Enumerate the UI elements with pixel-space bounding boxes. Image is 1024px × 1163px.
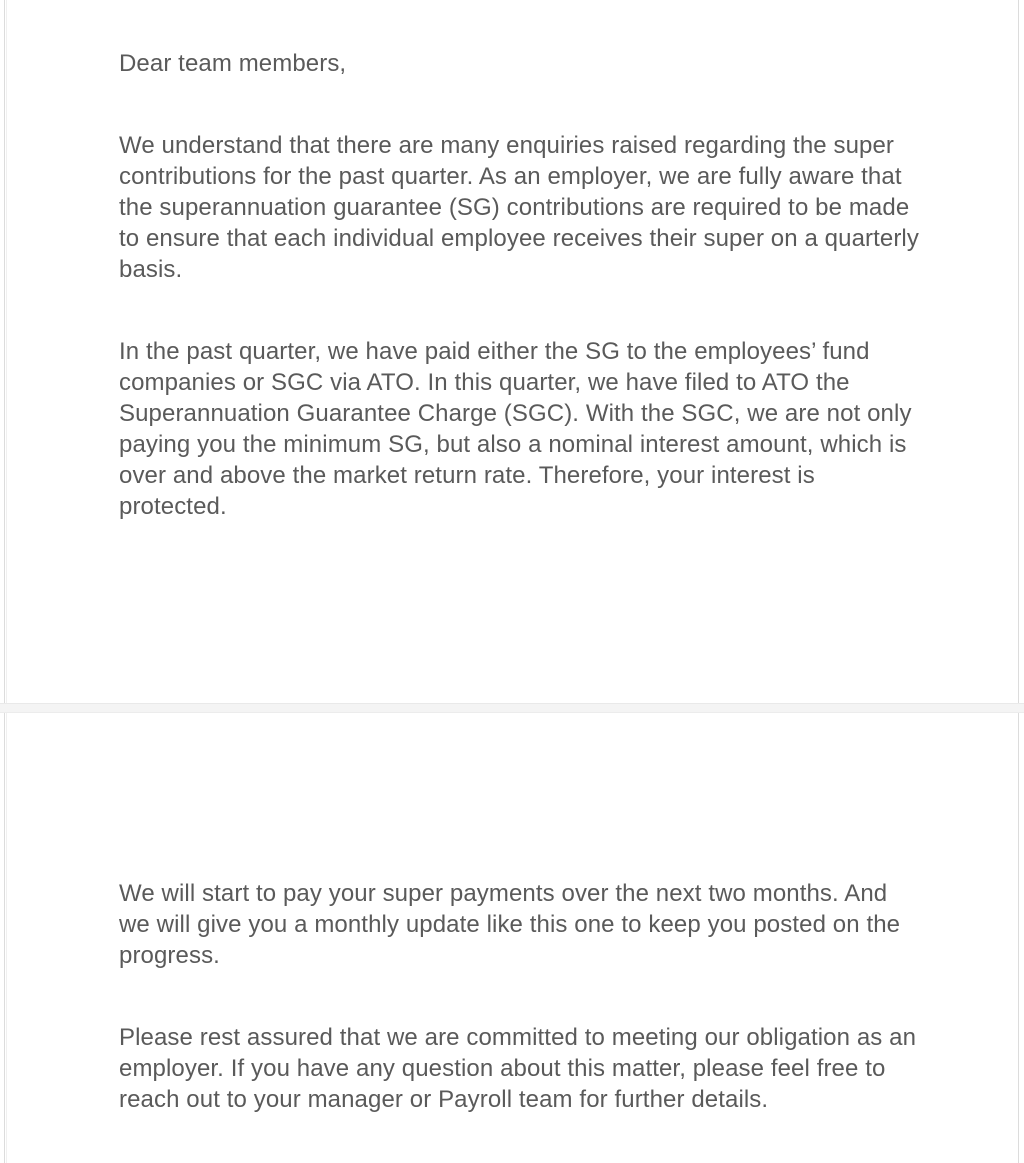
paragraph-reassurance: Please rest assured that we are committed to meeting our obligation as an employer. If you have any question about this matter, please feel free to reach out to your manager or Payroll team for further details.	[119, 1024, 917, 1113]
paragraph-past-quarter-sgc: In the past quarter, we have paid either the SG to the employees’ fund companies or SGC via ATO. In this quarter, we have filed to ATO the Superannuation Guarantee Charge (SGC). With the SGC, we are not only paying you the minimum SG, but also a nominal interest amount, which is over and above the market return rate. Therefore, your interest is protected.	[119, 338, 912, 520]
page-right-border	[1018, 0, 1019, 1163]
page-break-divider	[0, 703, 1024, 713]
page-left-border	[4, 0, 5, 1163]
page-1-text-block	[119, 48, 921, 522]
paragraph-enquiries: We understand that there are many enquiries raised regarding the super contributions for the past quarter. As an employer, we are fully aware that the superannuation guarantee (SG) contributions are required to be made to ensure that each individual employee receives their super on a quarterly basis.	[119, 132, 919, 283]
document-page-2	[7, 713, 1017, 1163]
document-page-1	[7, 0, 1017, 703]
paragraph-greeting: Dear team members,	[119, 50, 347, 77]
paragraph-payment-schedule: We will start to pay your super payments over the next two months. And we will give you a monthly update like this one to keep you posted on the progress.	[119, 880, 901, 969]
page-2-text-block	[119, 878, 921, 1115]
